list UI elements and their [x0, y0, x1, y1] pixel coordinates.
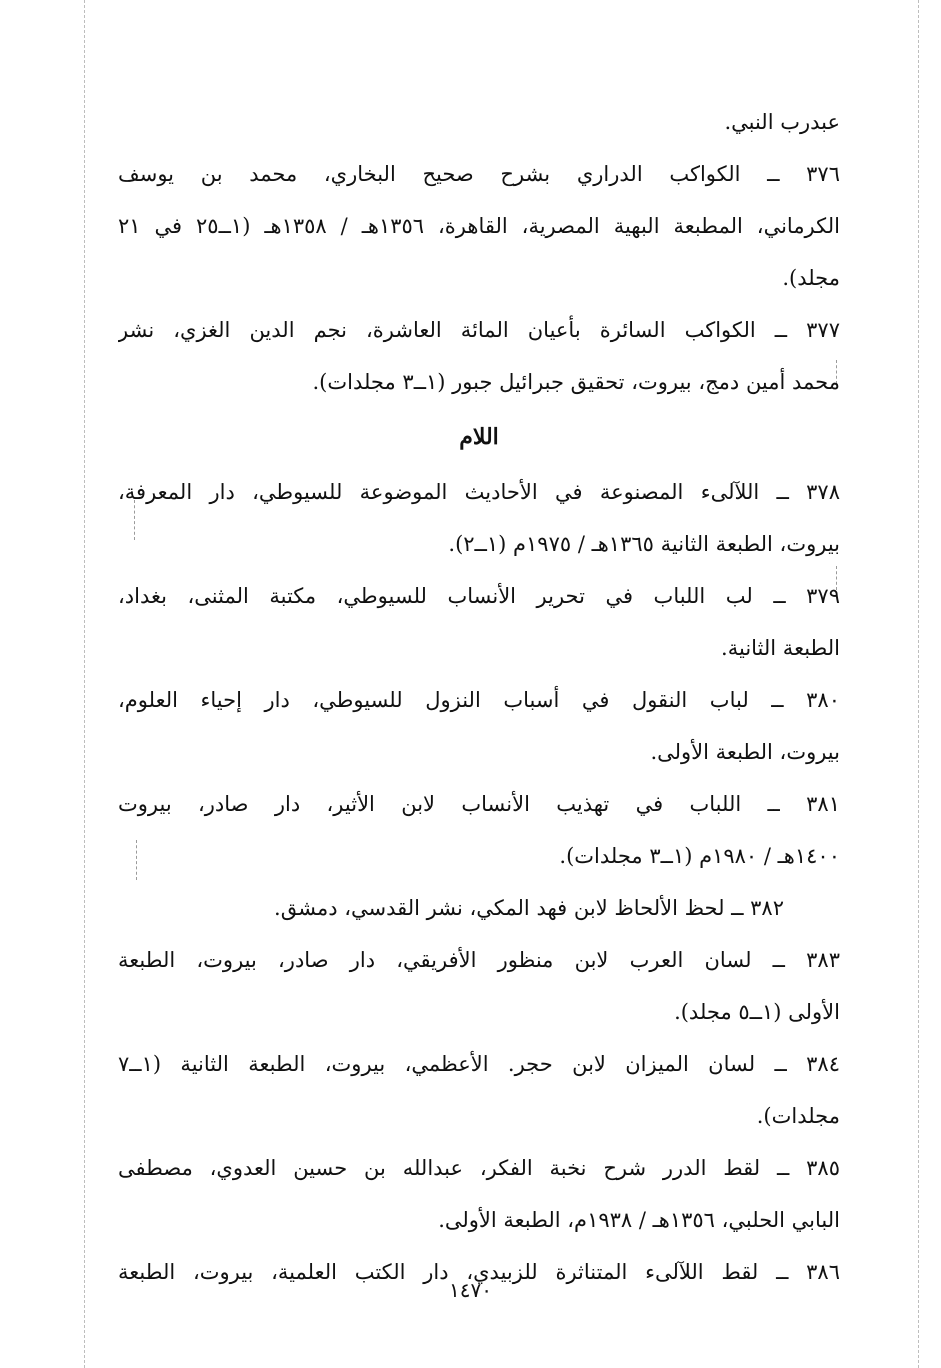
text-line: محمد أمين دمج، بيروت، تحقيق جبرائيل جبور (١ــ٣ مجلدات).: [312, 370, 840, 394]
text-line: ٣٨٥ ــ لقط الدرر شرح نخبة الفكر، عبدالله بن حسين العدوي، مصطفى: [118, 1156, 840, 1180]
text-line: ٣٨٣ ــ لسان العرب لابن منظور الأفريقي، دار صادر، بيروت، الطبعة: [118, 948, 840, 972]
text-line: ١٤٠٠هـ / ١٩٨٠م (١ــ٣ مجلدات).: [559, 844, 840, 868]
bibliography-text: [118, 96, 840, 1298]
section-heading: اللام: [459, 424, 499, 450]
text-line: بيروت، الطبعة الثانية ١٣٦٥هـ / ١٩٧٥م (١ــ٢).: [448, 532, 840, 556]
text-line: الأولى (١ــ٥ مجلد).: [674, 1000, 840, 1024]
text-line: بيروت، الطبعة الأولى.: [650, 740, 840, 764]
text-line: ٣٨٠ ــ لباب النقول في أسباب النزول للسيوطي، دار إحياء العلوم،: [118, 688, 840, 712]
text-line: ٣٨٦ ــ لقط اللآلىء المتناثرة للزبيدي، دار الكتب العلمية، بيروت، الطبعة: [118, 1260, 840, 1284]
text-line: البابي الحلبي، ١٣٥٦هـ / ١٩٣٨م، الطبعة الأولى.: [438, 1208, 840, 1232]
text-line: الكرماني، المطبعة البهية المصرية، القاهرة، ١٣٥٦هـ / ١٣٥٨هـ (١ــ٢٥ في ٢١: [118, 214, 840, 238]
text-line: ٣٧٦ ــ الكواكب الدراري بشرح صحيح البخاري، محمد بن يوسف: [118, 162, 840, 186]
text-line: ٣٨١ ــ اللباب في تهذيب الأنساب لابن الأثير، دار صادر، بيروت: [118, 792, 840, 816]
text-line: ٣٨٤ ــ لسان الميزان لابن حجر. الأعظمي، بيروت، الطبعة الثانية (١ــ٧: [118, 1052, 840, 1076]
text-line: ٣٨٢ ــ لحظ الألحاظ لابن فهد المكي، نشر القدسي، دمشق.: [274, 896, 784, 920]
text-line: عبدرب النبي.: [724, 110, 840, 134]
text-line: ٣٧٧ ــ الكواكب السائرة بأعيان المائة العاشرة، نجم الدين الغزي، نشر: [118, 318, 840, 342]
text-line: ٣٧٩ ــ لب اللباب في تحرير الأنساب للسيوطي، مكتبة المثنى، بغداد،: [118, 584, 840, 608]
scan-border-right: [918, 0, 919, 1368]
text-line: مجلد).: [782, 266, 840, 290]
text-line: ٣٧٨ ــ اللآلىء المصنوعة في الأحاديث الموضوعة للسيوطي، دار المعرفة،: [118, 480, 840, 504]
scan-border-left: [84, 0, 85, 1368]
text-line: الطبعة الثانية.: [721, 636, 840, 660]
page-number: ١٤٧٠: [449, 1278, 492, 1302]
text-line: مجلدات).: [756, 1104, 840, 1128]
